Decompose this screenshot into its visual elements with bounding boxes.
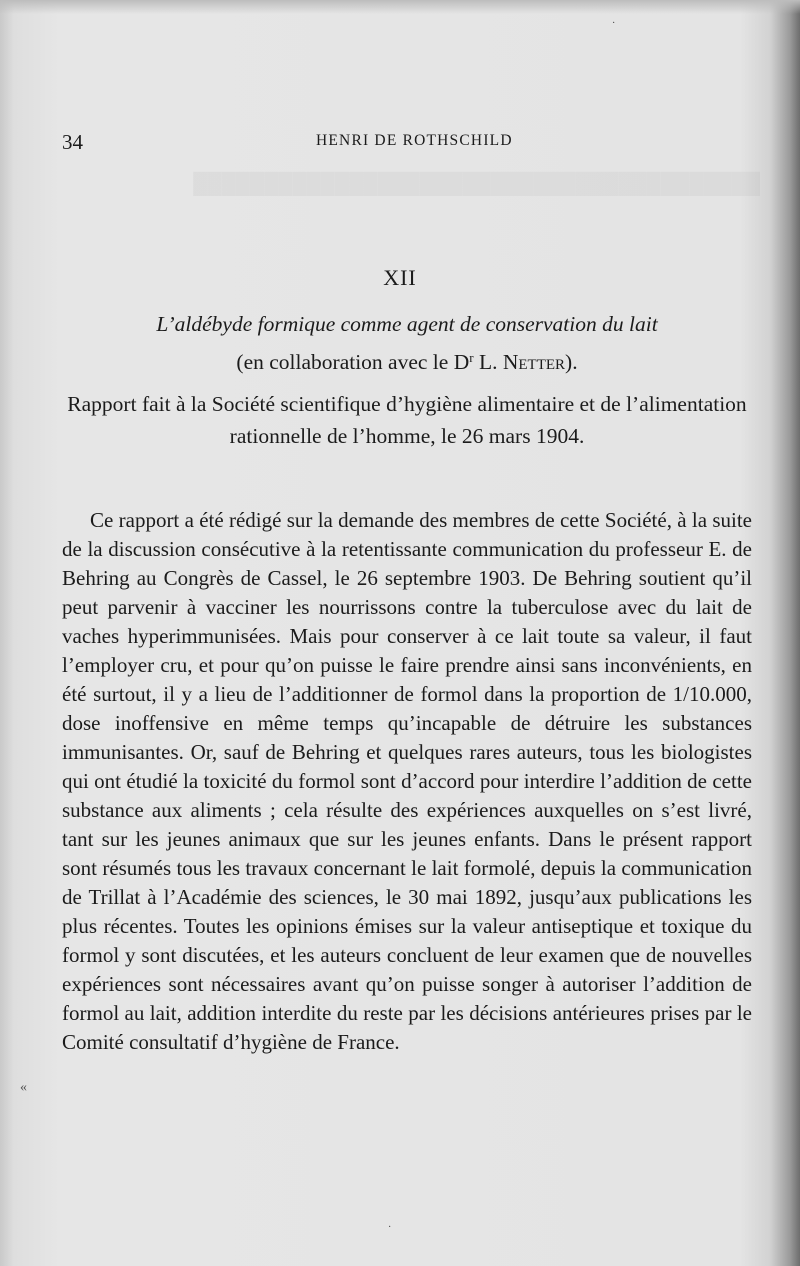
body-paragraph: Ce rapport a été rédigé sur la demande des membres de cette Société, à la suite de la discussion consécutive à la retentissante communication du professeur E. de Behring au Congrès de Cassel, le 26 septembre 1903. De Behring soutient qu’il peut parvenir à vacciner les nourrissons contre la tuberculose avec du lait de vaches hyperimmunisées. Mais pour conserver à ce lait toute sa valeur, il faut l’employer cru, et pour qu’on puisse le faire prendre ainsi sans inconvénients, en été surtout, il y a lieu de l’additionner de formol dans la proportion de 1/10.000, dose inoffensive en même temps qu’incapable de détruire les substances immunisantes. Or, sauf de Behring et quelques rares auteurs, tous les biologistes qui ont étudié la toxicité du formol sont d’accord pour interdire l’addition de cette substance aux aliments ; cela résulte des expériences auxquelles on s’est livré, tant sur les jeunes animaux que sur les jeunes enfants. Dans le présent rapport sont résumés tous les travaux concernant le lait formolé, depuis la communication de Trillat à l’Académie des sciences, le 30 mai 1892, jusqu’aux publications les plus récentes. Toutes les opinions émises sur la valeur antiseptique et toxique du formol y sont discutées, et les auteurs concluent de leur examen que de nouvelles expériences sont nécessaires avant qu’on puisse songer à autoriser l’addition de formol au lait, addition interdite du reste par les décisions antérieures prises par le Comité consultatif d’hygiène de France.	[62, 508, 752, 1054]
page-header	[62, 130, 752, 154]
margin-mark: «	[20, 1080, 27, 1095]
report-line: Rapport fait à la Société scientifique d’hygiène alimentaire et de l’alimentation rationnelle de l’homme, le 26 mars 1904.	[67, 392, 747, 448]
section-number: XII	[383, 265, 417, 290]
show-through-texture	[60, 170, 760, 199]
collaboration-line: (en collaboration avec le $D^r$ L. Netter).	[236, 350, 578, 374]
chapter-title	[62, 307, 752, 379]
page-number: 34	[62, 130, 83, 154]
speck: ·	[612, 18, 616, 29]
collaborator-name: Netter	[502, 350, 566, 374]
running-head: HENRI DE ROTHSCHILD	[316, 132, 513, 149]
title-italic-line: L’aldébyde formique comme agent de conservation du lait	[156, 312, 658, 336]
doctor-superscript: r	[469, 350, 474, 365]
speck: ·	[388, 1222, 392, 1233]
